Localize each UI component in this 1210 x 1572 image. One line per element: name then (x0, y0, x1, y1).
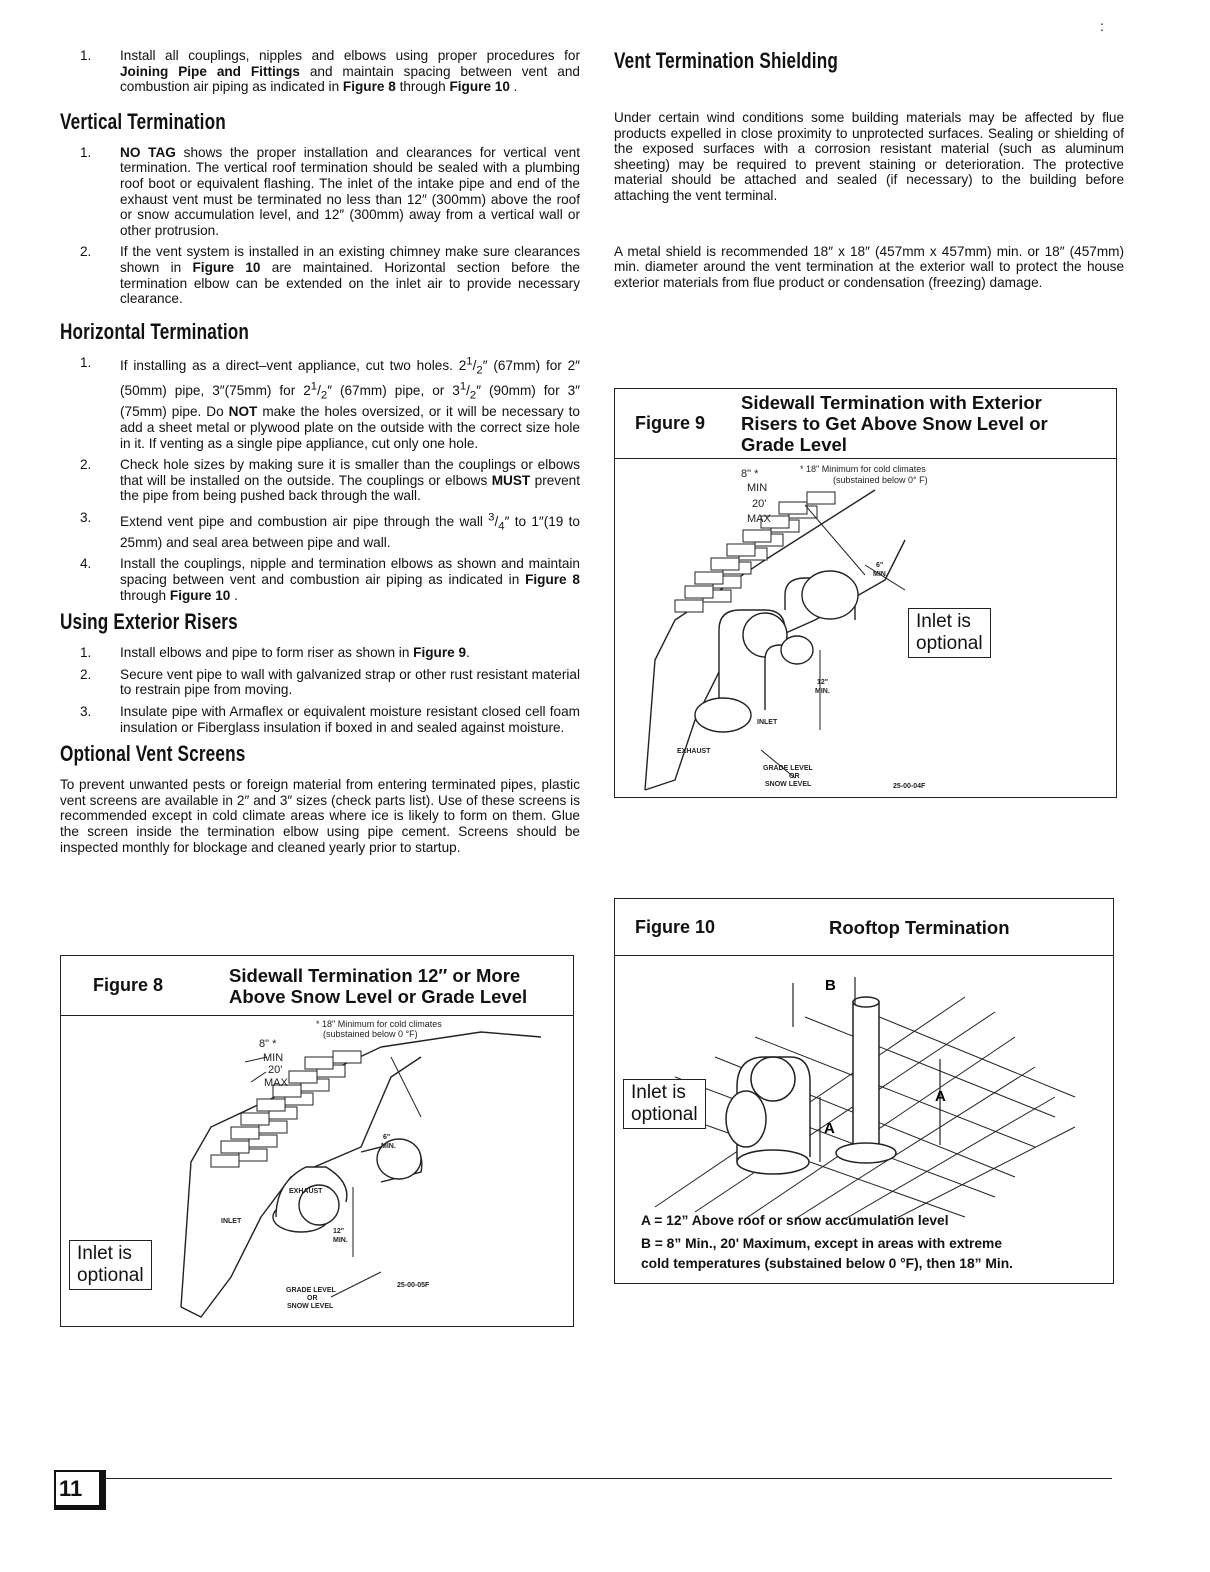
list-item (60, 457, 580, 504)
figure-9-inlet-note (908, 608, 991, 658)
fig8-max-20: 20' (268, 1064, 283, 1076)
fig10-inlet-line-2: optional (631, 1104, 698, 1125)
figure-9-header (615, 389, 1116, 459)
fig10-inlet-line-1: Inlet is (631, 1082, 686, 1103)
fig9-inlet-line-2: optional (916, 633, 983, 654)
fig9-grade-3: SNOW LEVEL (765, 781, 812, 788)
fig10-a-left: A (824, 1120, 835, 1137)
list-item (60, 645, 580, 661)
figure-9 (614, 388, 1117, 798)
figure-10-header (615, 899, 1113, 956)
shielding-heading: Vent Termination Shielding (614, 48, 838, 73)
figure-10-label: Figure 10 (635, 916, 716, 937)
fig9-min12b: MIN. (815, 688, 830, 695)
list-item-text: Check hole sizes by making sure it is smaller than the couplings or elbows that will be installed on the outside. The couplings or elbows MUST prevent the pipe from being pushed back through the wall. (120, 457, 580, 504)
list-item-number: 3. (80, 703, 92, 719)
list-item-text: Install the couplings, nipple and termination elbows as shown and maintain spacing between vent and combustion air piping as indicated in Figure 8 through Figure 10 . (120, 556, 580, 603)
fig9-max-label: MAX (747, 513, 771, 525)
fig8-grade-1: GRADE LEVEL (286, 1287, 336, 1294)
fig8-min-label: MIN (263, 1052, 284, 1064)
fig10-note-b-1: B = 8” Min., 20' Maximum, except in areas with extreme (641, 1236, 1002, 1251)
list-item (60, 704, 580, 735)
fig8-min6b: MIN. (381, 1143, 396, 1150)
vertical-termination-heading: Vertical Termination (60, 108, 226, 134)
list-item-text: Install elbows and pipe to form riser as shown in Figure 9. (120, 645, 470, 661)
fig8-exhaust: EXHAUST (289, 1188, 323, 1195)
horizontal-termination-list (60, 355, 580, 603)
figure-8-title-line-2: Above Snow Level or Grade Level (229, 985, 528, 1007)
fig9-min-8: 8" * (741, 468, 759, 480)
list-item (60, 510, 580, 550)
list-item-text: Extend vent pipe and combustion air pipe through the wall $^3/_4''$ to 1″(19 to 25mm) and seal area between pipe and wall. (120, 510, 580, 550)
fig10-a-right: A (935, 1088, 946, 1105)
left-column (60, 48, 580, 855)
shielding-paragraph-1: Under certain wind conditions some building materials may be affected by flue products expelled in close proximity to unprotected surfaces. Sealing or shielding of the exposed surfaces with a corrosion resistant material (such as aluminum sheeting) may be required to prevent staining or deterioration. The protective material should be attached and sealed (if necessary) to the building before attaching the vent terminal. (614, 110, 1124, 203)
list-item (60, 667, 580, 698)
list-item-number: 3. (80, 509, 92, 525)
figure-8 (60, 955, 574, 1327)
list-item-number: 2. (80, 457, 92, 473)
fig8-code: 25-00-05F (397, 1282, 430, 1289)
right-column (614, 48, 1124, 290)
figure-10-title: Rooftop Termination (829, 916, 1010, 938)
figure-10 (614, 898, 1114, 1284)
fig9-exhaust: EXHAUST (677, 748, 711, 755)
figure-9-title-line-2: Risers to Get Above Snow Level or (741, 413, 1048, 434)
fig9-grade-2: OR (789, 773, 800, 780)
fig8-grade-2: OR (307, 1295, 318, 1302)
exterior-risers-heading: Using Exterior Risers (60, 609, 238, 635)
fig9-note-cold-1: * 18" Minimum for cold climates (800, 464, 926, 474)
corner-mark: : (1100, 18, 1104, 34)
fig8-note-cold-2: (substained below 0 °F) (323, 1029, 418, 1039)
list-item-text: If the vent system is installed in an existing chimney make sure clearances shown in Figure 10 are maintained. Horizontal section before the termination elbow can be extended on the inlet air to provide necessary clearance. (120, 244, 580, 307)
intro-list (60, 48, 580, 95)
list-item (60, 48, 580, 95)
list-item (60, 244, 580, 306)
figure-9-label: Figure 9 (635, 413, 706, 433)
list-item-number: 4. (80, 556, 92, 572)
list-item (60, 145, 580, 239)
exterior-risers-list (60, 645, 580, 735)
figure-9-title (741, 392, 1048, 455)
list-item-text: NO TAG shows the proper installation and clearances for vertical vent termination. The vertical roof termination should be sealed with a plumbing roof boot or equivalent flashing. The inlet of the intake pipe and end of the exhaust vent must be terminated no less than 12″ (300mm) above the roof or snow accumulation level, and 12″ (300mm) away from a vertical wall or other protrusion. (120, 144, 580, 238)
vent-screens-text: To prevent unwanted pests or foreign material from entering terminated pipes, plastic vent screens are available in 2″ and 3″ sizes (check parts list). Use of these screens is recommended except in cold climate areas where ice is likely to form on them. Glue the screen inside the termination elbow using pipe cement. Screens should be inspected monthly for blockage and cleaned yearly prior to startup. (60, 777, 580, 855)
figure-9-illustration (615, 460, 1115, 796)
fig9-inlet-line-1: Inlet is (916, 611, 971, 632)
figure-8-inlet-note (69, 1240, 152, 1290)
fig8-min6: 6" (383, 1134, 391, 1141)
fig8-inlet: INLET (221, 1218, 242, 1225)
figure-8-title (229, 965, 527, 1007)
list-item-number: 2. (80, 666, 92, 682)
figure-8-title-line-1: Sidewall Termination 12″ or More (229, 964, 521, 986)
figure-8-header (61, 956, 573, 1016)
fig8-inlet-line-2: optional (77, 1265, 144, 1286)
list-item-number: 1. (80, 645, 92, 661)
fig9-max-20: 20' (752, 498, 767, 510)
figure-9-title-line-1: Sidewall Termination with Exterior (741, 392, 1042, 413)
fig10-note-b-2: cold temperatures (substained below 0 °F), then 18” Min. (641, 1256, 1013, 1271)
fig9-min12: 12" (817, 679, 829, 686)
page-number: 11 (54, 1470, 106, 1510)
fig8-inlet-line-1: Inlet is (77, 1243, 132, 1264)
list-item-number: 1. (80, 354, 92, 370)
figure-10-inlet-note (623, 1079, 706, 1129)
figure-8-label: Figure 8 (93, 975, 164, 995)
fig8-grade-3: SNOW LEVEL (287, 1303, 334, 1310)
fig9-min-label: MIN (747, 482, 768, 494)
vertical-termination-list (60, 145, 580, 307)
fig9-code: 25-00-04F (893, 783, 926, 790)
fig8-note-cold-1: * 18" Minimum for cold climates (316, 1019, 442, 1029)
fig8-min12b: MIN. (333, 1237, 348, 1244)
fig9-min6: 6" (876, 562, 884, 569)
vent-screens-heading: Optional Vent Screens (60, 741, 246, 767)
fig9-inlet: INLET (757, 719, 778, 726)
list-item-text: Secure vent pipe to wall with galvanized strap or other rust resistant material to restrain pipe from moving. (120, 666, 580, 698)
list-item-text: Insulate pipe with Armaflex or equivalent moisture resistant closed cell foam insulation or Fiberglass insulation if boxed in and sealed against moisture. (120, 703, 580, 735)
fig8-min12: 12" (333, 1228, 345, 1235)
fig8-max-label: MAX (264, 1077, 288, 1089)
footer-rule (106, 1478, 1112, 1479)
list-item-text: Install all couplings, nipples and elbows using proper procedures for Joining Pipe and Fittings and maintain spacing between vent and combustion air piping as indicated in Figure 8 through Figure 10 . (120, 48, 580, 95)
fig10-note-a: A = 12” Above roof or snow accumulation level (641, 1213, 949, 1228)
list-item-number: 1. (80, 144, 92, 160)
horizontal-termination-heading: Horizontal Termination (60, 318, 250, 344)
list-item-number: 2. (80, 244, 92, 260)
list-item-number: 1. (80, 48, 92, 63)
list-item (60, 556, 580, 603)
figure-9-title-line-3: Grade Level (741, 434, 847, 455)
fig9-min6b: MIN. (873, 571, 888, 578)
fig9-grade-1: GRADE LEVEL (763, 765, 813, 772)
fig10-b: B (825, 977, 836, 994)
list-item-text: If installing as a direct–vent appliance, cut two holes. $2^1/_2''$ (67mm) for 2″ (50mm) pipe, 3″(75mm) for $2^1/_2''$ (67mm) pipe, or $3^1/_2''$ (90mm) for 3″ (75mm) pipe. Do NOT make the holes oversized, or it will be necessary to add a sheet metal or plywood plate on the outside with the correct size hole in it. If venting as a single pipe appliance, cut only one hole. (120, 355, 580, 451)
fig9-note-cold-2: (substained below 0° F) (833, 475, 928, 485)
list-item (60, 355, 580, 451)
fig8-min-8: 8" * (259, 1038, 277, 1050)
shielding-paragraph-2: A metal shield is recommended 18″ x 18″ (457mm x 457mm) min. or 18″ (457mm) min. diameter around the vent termination at the exterior wall to protect the house exterior materials from flue product or condensation (freezing) damage. (614, 243, 1124, 290)
figure-10-notes (641, 1211, 1013, 1274)
